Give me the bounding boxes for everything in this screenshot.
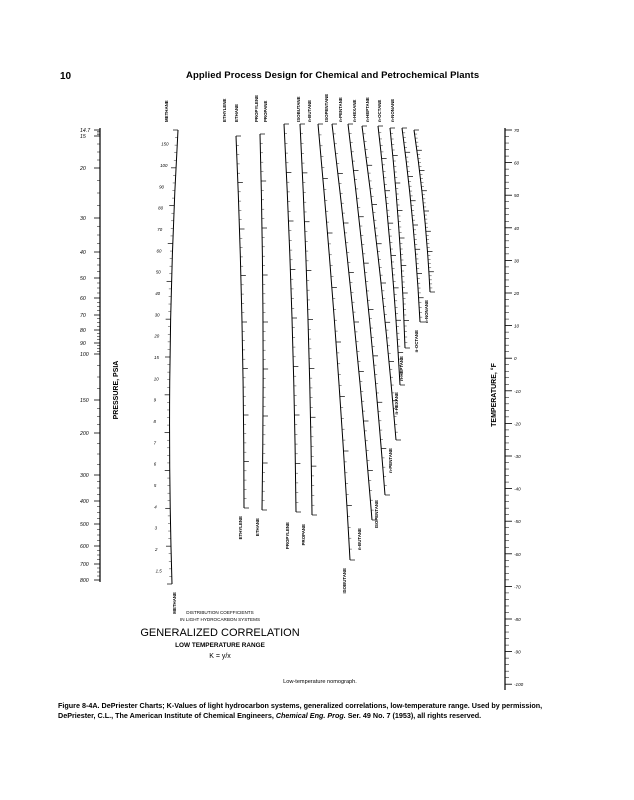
methane-k-label: 4 xyxy=(154,504,157,510)
temperature-tick-label: 50 xyxy=(514,193,520,199)
scale-propane xyxy=(300,124,317,515)
pressure-axis xyxy=(79,128,100,584)
temperature-tick-label: -20 xyxy=(514,421,521,427)
methane-k-label: 40 xyxy=(155,290,161,296)
pressure-tick-label: 800 xyxy=(80,578,89,584)
temperature-tick-label: 60 xyxy=(514,160,520,166)
pressure-tick-label: 20 xyxy=(80,166,86,172)
pressure-tick-label: 100 xyxy=(80,352,89,358)
methane-k-label: 9 xyxy=(153,397,157,403)
methane-k-label: 5 xyxy=(153,483,157,489)
temperature-tick-label: 40 xyxy=(514,225,520,231)
bottom-label-n-octane: n-OCTANE xyxy=(414,330,419,353)
nomograph-note: Low-temperature nomograph. xyxy=(283,679,357,685)
top-label-ethylene: ETHYLENE xyxy=(222,98,227,122)
temperature-tick-label: -10 xyxy=(514,388,521,394)
pressure-tick-label: 400 xyxy=(80,499,89,505)
bottom-label-propylene: PROPYLENE xyxy=(285,522,290,550)
scale-methane xyxy=(165,130,178,584)
top-label-propylene: PROPYLENE xyxy=(254,94,259,122)
bottom-label-n-butane: n-BUTANE xyxy=(357,528,362,551)
pressure-tick-label: 600 xyxy=(80,544,89,550)
top-label-isobutane: ISOBUTANE xyxy=(296,96,301,122)
temperature-tick-label: 0 xyxy=(514,356,517,362)
top-label-n-nonane: n-NONANE xyxy=(390,98,395,122)
bottom-label-isobutane: ISOBUTANE xyxy=(342,568,347,594)
top-label-n-octane: n-OCTANE xyxy=(377,99,382,122)
methane-k-label: 6 xyxy=(153,461,157,467)
bottom-label-methane: METHANE xyxy=(172,592,177,614)
title-formula: K = y/x xyxy=(209,653,231,660)
book-title: Applied Process Design for Chemical and Petrochemical Plants xyxy=(186,70,480,81)
title-block xyxy=(140,610,299,660)
methane-k-label: 30 xyxy=(154,312,160,318)
scale-line xyxy=(362,126,396,440)
temperature-axis xyxy=(505,128,524,690)
methane-k-label: 50 xyxy=(155,269,161,275)
methane-k-label: 3 xyxy=(154,525,158,531)
temperature-tick-label: 10 xyxy=(514,323,520,329)
methane-k-label: 100 xyxy=(160,162,168,168)
bottom-label-n-nonane: n-NONANE xyxy=(424,300,429,324)
methane-k-label: 150 xyxy=(161,141,169,147)
temperature-tick-label: -60 xyxy=(514,551,521,557)
temperature-tick-label: 70 xyxy=(514,128,520,133)
temperature-axis-label: TEMPERATURE, °F xyxy=(491,363,498,427)
top-label-n-heptane: n-HEPTANE xyxy=(365,97,370,122)
scale-n-nonane xyxy=(414,130,435,292)
pressure-tick-label: 700 xyxy=(80,562,89,568)
bottom-label-n-heptane: n-HEPTANE xyxy=(399,356,404,381)
bottom-label-n-pentane: n-PENTANE xyxy=(388,448,393,473)
temperature-tick-label: -90 xyxy=(514,649,521,655)
figure-caption xyxy=(58,701,578,721)
bottom-label-propane: PROPANE xyxy=(301,524,306,546)
bottom-label-isopentane: ISOPENTANE xyxy=(374,500,379,529)
title-line2: IN LIGHT HYDROCARBON SYSTEMS xyxy=(179,617,261,622)
scale-line xyxy=(348,124,385,495)
top-label-methane: METHANE xyxy=(164,100,169,122)
page-number: 10 xyxy=(60,71,72,82)
bottom-component-labels xyxy=(172,300,429,614)
pressure-tick-label: 90 xyxy=(80,341,86,347)
methane-k-label: 15 xyxy=(154,355,159,360)
temperature-tick-label: -80 xyxy=(514,617,521,622)
top-label-n-butane: n-BUTANE xyxy=(307,99,312,122)
bottom-label-ethylene: ETHYLENE xyxy=(238,516,243,540)
pressure-tick-label: 60 xyxy=(80,296,86,302)
pressure-tick-label: 70 xyxy=(80,313,86,319)
pressure-tick-label: 14.7 xyxy=(80,128,91,134)
scale-line xyxy=(378,126,400,385)
top-component-labels xyxy=(164,94,395,122)
top-label-propane: PROPANE xyxy=(263,100,268,122)
methane-k-label: 8 xyxy=(153,419,157,425)
methane-k-label: 20 xyxy=(154,333,160,339)
figure-number: Figure 8-4A. xyxy=(58,701,100,710)
temperature-tick-label: 20 xyxy=(514,291,520,296)
title-line1: DISTRIBUTION COEFFICIENTS xyxy=(186,610,254,615)
pressure-tick-label: 40 xyxy=(80,250,86,256)
pressure-tick-label: 200 xyxy=(80,431,89,437)
temperature-tick-label: -30 xyxy=(514,454,521,459)
top-label-n-pentane: n-PENTANE xyxy=(338,97,343,122)
temperature-tick-label: -40 xyxy=(514,486,521,492)
bottom-label-ethane: ETHANE xyxy=(255,518,260,537)
pressure-tick-label: 300 xyxy=(80,473,89,479)
bottom-label-n-hexane: n-HEXANE xyxy=(394,392,399,415)
methane-k-label: 10 xyxy=(153,376,159,382)
top-label-ethane: ETHANE xyxy=(234,103,239,122)
methane-k-label: 1.5 xyxy=(155,568,162,574)
pressure-axis-label: PRESSURE, PSIA xyxy=(113,360,120,420)
scale-isobutane xyxy=(318,124,355,560)
caption-journal: Chemical Eng. Prog. xyxy=(275,711,346,720)
scale-ethane xyxy=(260,134,268,510)
methane-k-label: 2 xyxy=(155,547,158,553)
pressure-tick-label: 30 xyxy=(80,216,86,222)
scale-n-heptane xyxy=(390,128,410,348)
methane-k-label: 80 xyxy=(158,205,164,211)
pressure-tick-label: 80 xyxy=(80,328,86,334)
pressure-tick-label: 15 xyxy=(80,134,86,140)
temperature-tick-label: 30 xyxy=(514,258,520,264)
scale-line xyxy=(332,124,372,520)
title-sub: LOW TEMPERATURE RANGE xyxy=(175,642,265,649)
pressure-tick-label: 500 xyxy=(80,522,89,528)
caption-text: DePriester Charts; K-Values of light hydrocarbon systems, generalized correlations, low-temperature range. Used by permission, DePriester, C.L., The American Institute of Chemical Engineers, xyxy=(58,701,543,720)
pressure-tick-label: 150 xyxy=(80,398,89,404)
temperature-tick-label: -70 xyxy=(514,584,521,590)
top-label-n-hexane: n-HEXANE xyxy=(352,99,357,122)
top-label-isopentane: ISOPENTANE xyxy=(324,93,329,122)
caption-rest: Ser. 49 No. 7 (1953), all rights reserved. xyxy=(345,711,482,720)
methane-k-label: 7 xyxy=(153,440,157,446)
scale-line xyxy=(318,124,350,560)
scale-propylene xyxy=(284,124,301,512)
temperature-tick-label: -100 xyxy=(514,682,524,688)
title-main: GENERALIZED CORRELATION xyxy=(140,627,300,639)
scale-ethylene xyxy=(236,136,249,508)
methane-k-label: 70 xyxy=(157,226,163,232)
methane-k-label: 90 xyxy=(159,184,164,190)
temperature-tick-label: -50 xyxy=(514,519,521,525)
component-scales xyxy=(153,124,435,584)
methane-k-label: 60 xyxy=(156,248,162,254)
pressure-tick-label: 50 xyxy=(80,276,86,282)
